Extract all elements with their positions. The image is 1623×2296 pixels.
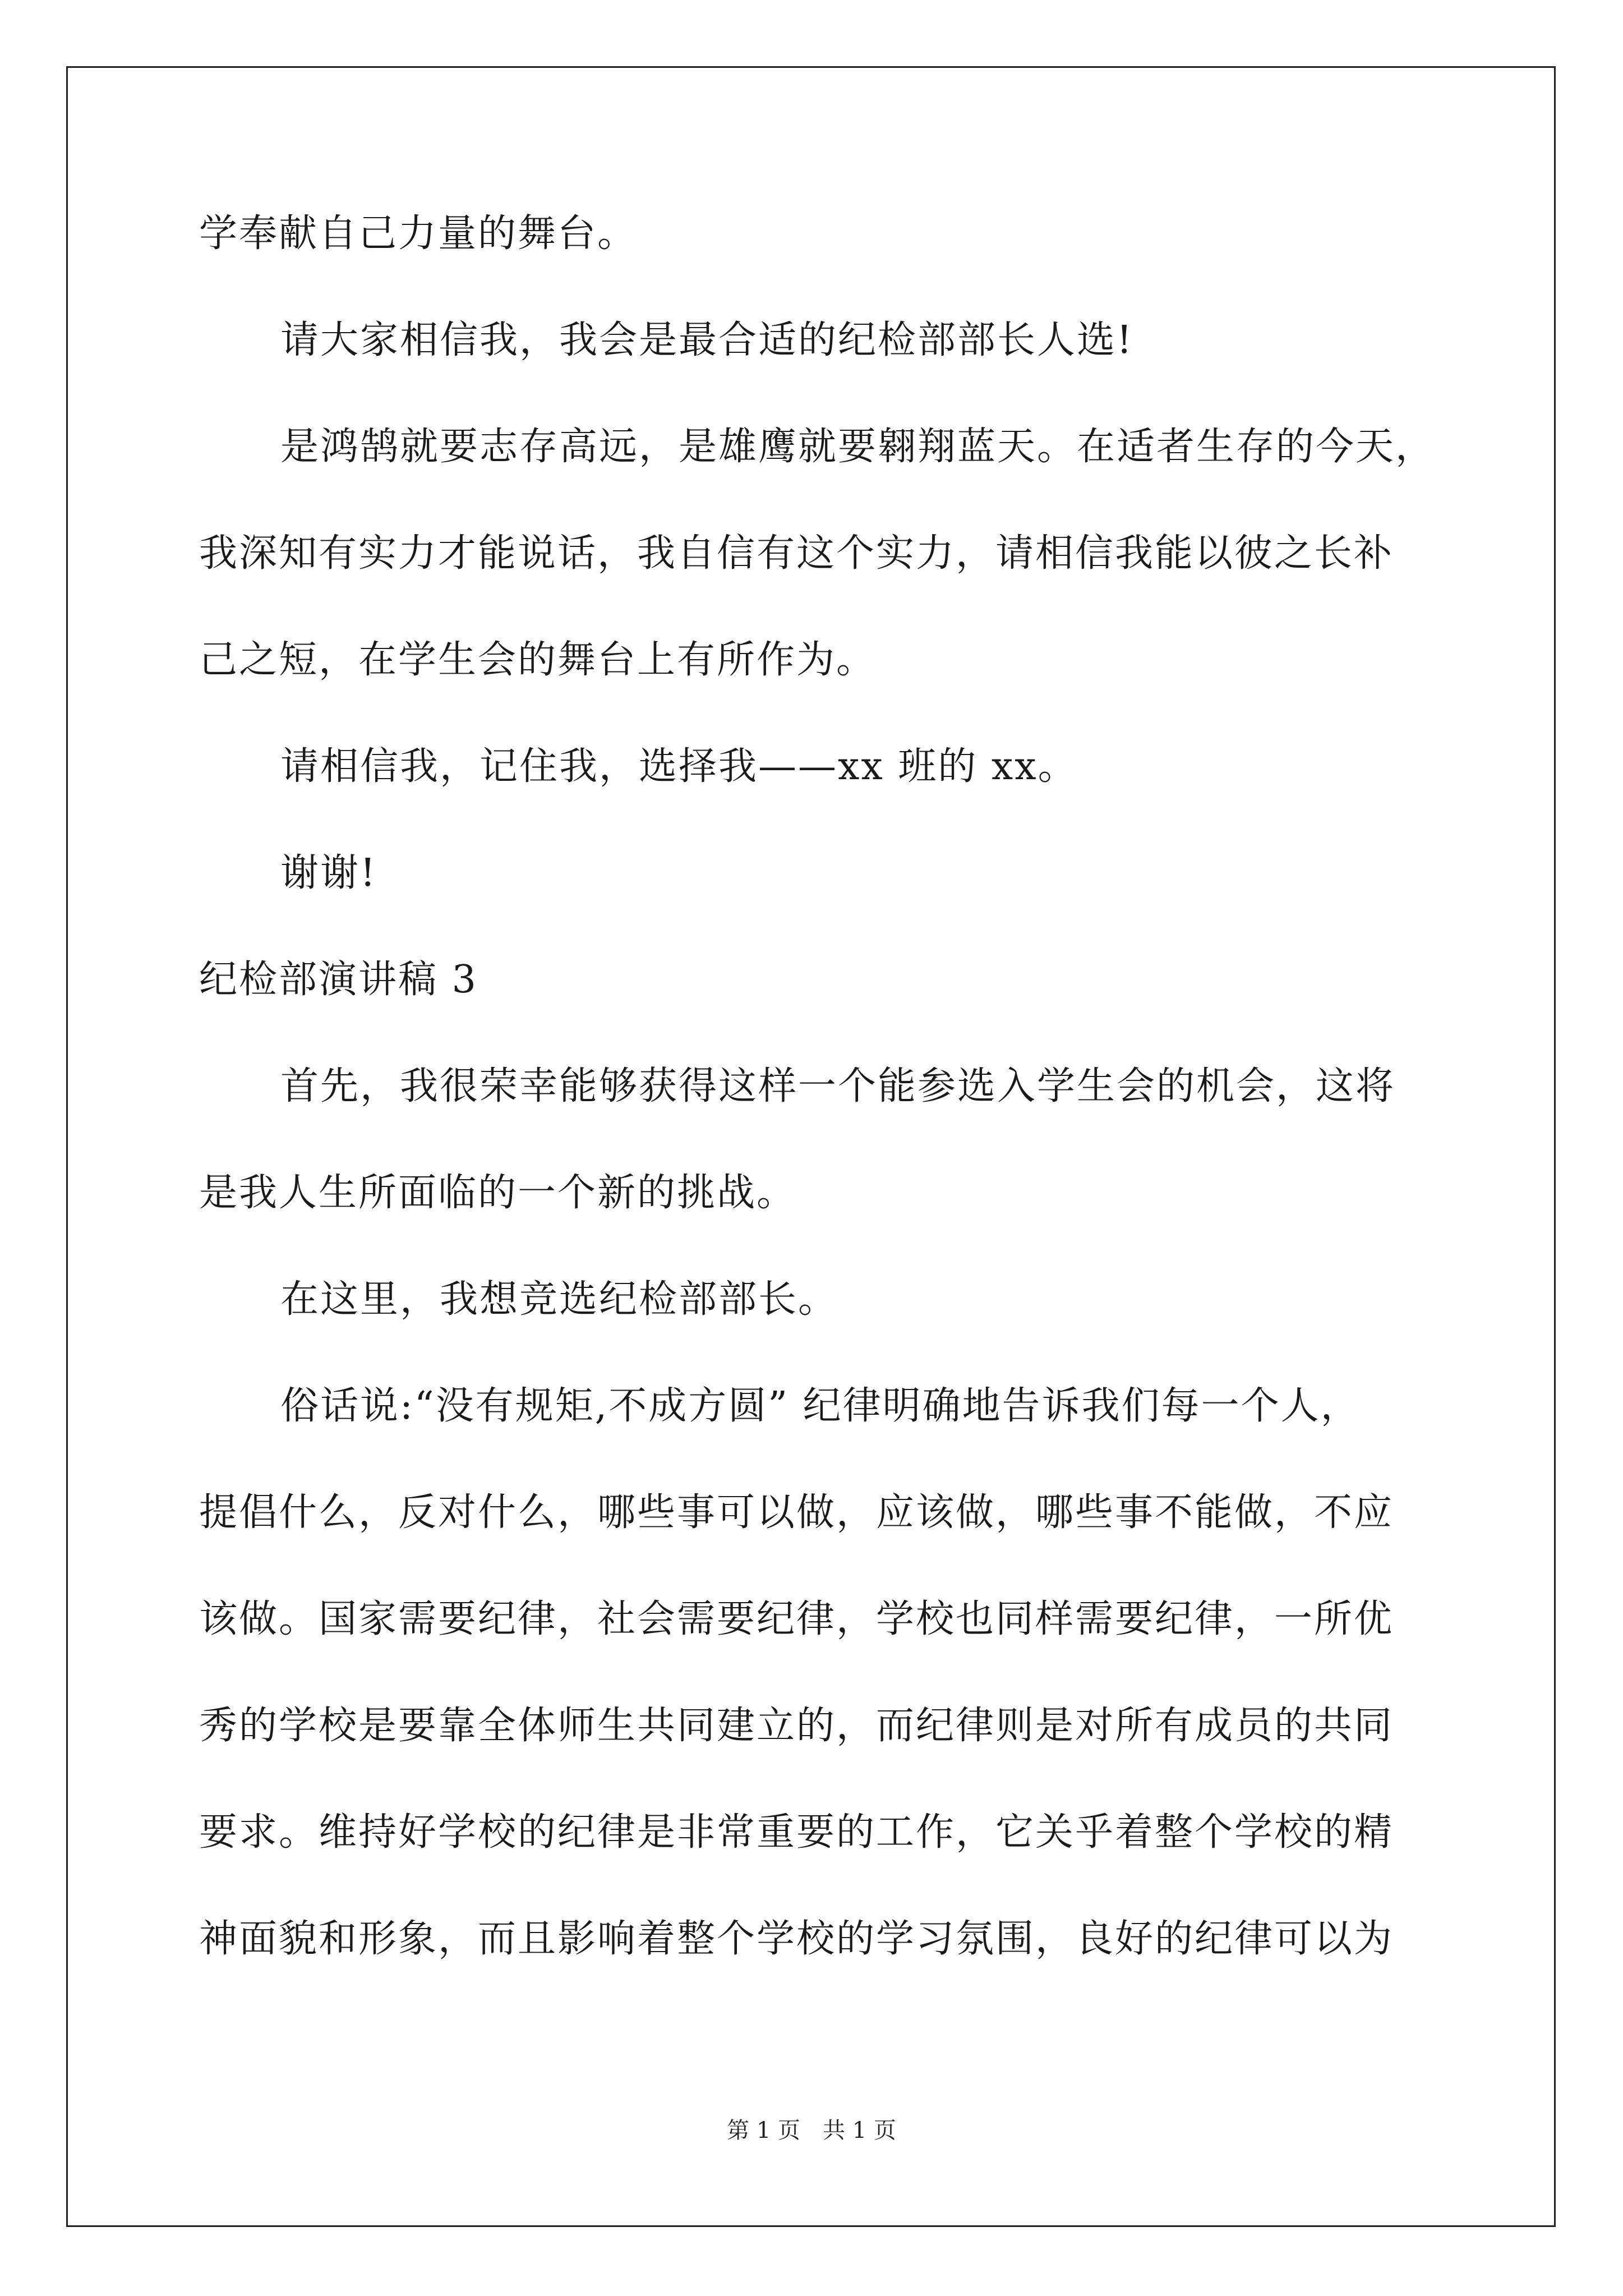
paragraph-line: 请大家相信我，我会是最合适的纪检部部长人选! xyxy=(280,318,1134,362)
section-heading: 纪检部演讲稿 3 xyxy=(199,958,478,1002)
paragraph-line: 首先，我很荣幸能够获得这样一个能参选入学生会的机会，这将 xyxy=(280,1064,1396,1108)
paragraph-line: 请相信我，记住我，选择我——xx 班的 xx。 xyxy=(280,744,1078,789)
page-border xyxy=(66,66,1556,2227)
paragraph-line: 神面貌和形象，而且影响着整个学校的学习氛围，良好的纪律可以为 xyxy=(199,1917,1394,1961)
paragraph-line: 该做。国家需要纪律，社会需要纪律，学校也同样需要纪律，一所优 xyxy=(199,1597,1394,1641)
paragraph-line: 在这里，我想竞选纪检部部长。 xyxy=(280,1277,838,1322)
page-number-footer: 第 1 页 共 1 页 xyxy=(727,2118,896,2143)
paragraph-line: 己之短，在学生会的舞台上有所作为。 xyxy=(199,638,877,682)
paragraph-line: 谢谢! xyxy=(280,851,377,895)
paragraph-line: 学奉献自己力量的舞台。 xyxy=(199,211,638,256)
paragraph-line: 是我人生所面临的一个新的挑战。 xyxy=(199,1171,797,1215)
paragraph-line: 秀的学校是要靠全体师生共同建立的，而纪律则是对所有成员的共同 xyxy=(199,1704,1394,1748)
paragraph-line: 提倡什么，反对什么，哪些事可以做，应该做，哪些事不能做，不应 xyxy=(199,1490,1394,1535)
paragraph-line: 要求。维持好学校的纪律是非常重要的工作，它关乎着整个学校的精 xyxy=(199,1810,1394,1855)
paragraph-line: 是鸿鹄就要志存高远，是雄鹰就要翱翔蓝天。在适者生存的今天， xyxy=(280,425,1436,469)
paragraph-line: 俗话说:“没有规矩,不成方圆” 纪律明确地告诉我们每一个人， xyxy=(280,1384,1361,1428)
paragraph-line: 我深知有实力才能说话，我自信有这个实力，请相信我能以彼之长补 xyxy=(199,531,1394,576)
